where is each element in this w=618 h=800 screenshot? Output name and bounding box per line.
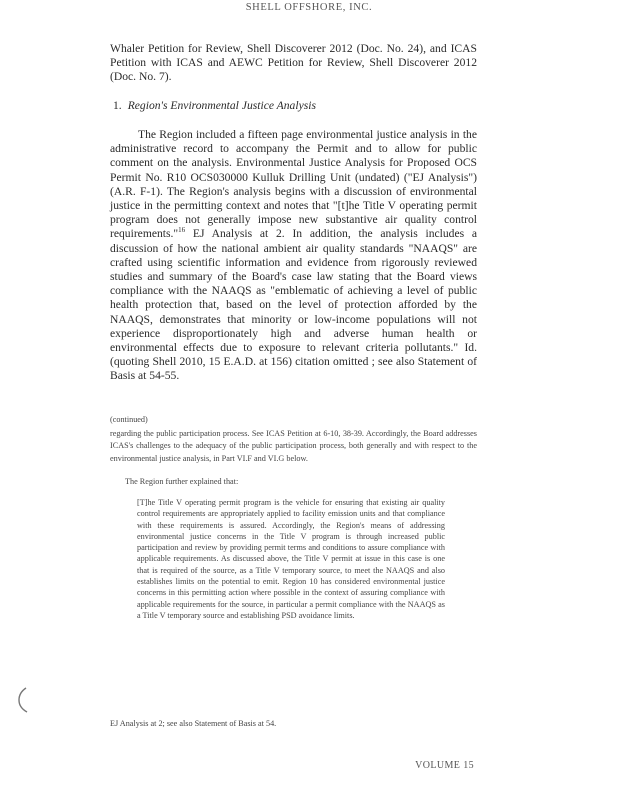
running-header: SHELL OFFSHORE, INC. [245,2,373,13]
body-text: The Region included a fifteen page environmental justice analysis in the administrative record to accompany the Permit and to allow for public comment on the analysis. Environmental Justice Analysis for Proposed OCS Permit No. R10 OCS030000 Kulluk Drilling Unit (undated) ("EJ Analysis") (A.R. F-1). The Region's analysis begins with a discussion of environmental justice in the permitting context and notes that "[t]he Title V operating permit program does not generally impose new substantive air quality control requirements." [110,128,477,241]
quote-citation: EJ Analysis at 2; see also Statement of Basis at 54. [110,719,277,728]
quote-lead-in: The Region further explained that: [125,477,239,486]
section-heading [113,99,473,112]
section-number: 1. [113,99,122,112]
scan-binding-mark-icon [13,686,31,714]
footnote-continued-label: (continued) [110,415,148,424]
footnote-reference: 16 [178,226,186,235]
intro-paragraph: Whaler Petition for Review, Shell Discoverer 2012 (Doc. No. 24), and ICAS Petition with ICAS and AEWC Petition for Review, Shell Discoverer 2012 (Doc. No. 7). [110,42,477,84]
body-paragraph [110,128,477,384]
footnote-text: regarding the public participation process. See ICAS Petition at 6-10, 38-39. Accordingly, the Board addresses ICAS's challenges to the adequacy of the public participation process, both generally and with respect to the environmental justice analysis, in Part VI.F and VI.G below. [110,429,477,463]
body-text-continued: EJ Analysis at 2. In addition, the analysis includes a discussion of how the national ambient air quality standards "NAAQS" are crafted using scientific information and evidence from rigorously reviewed studies and summary of the Board's case law stating that the Board views compliance with the NAAQS as "emblematic of achieving a level of public health protection that, based on the level of protection afforded by the NAAQS, demonstrates that minority or low-income populations will not experience disproportionately high and adverse human health or environmental effects due to exposure to relevant criteria pollutants." Id. (quoting Shell 2010, 15 E.A.D. at 156) citation omitted ; see also Statement of Basis at 54-55. [110,227,477,383]
volume-footer: VOLUME 15 [415,760,474,771]
block-quote: [T]he Title V operating permit program is the vehicle for ensuring that existing air quality control requirements are appropriately applied to facility emission units and that compliance with these requirements is assured. Accordingly, the Region's means of addressing environmental justice concerns in the Title V program is through increased public participation and review by providing permit terms and conditions to assure compliance with applicable requirements. As discussed above, the Title V permit at issue in this case is one that is required of the source, as a Title V temporary source, to meet the NAAQS and also establishes limits on the potential to emit. Region 10 has considered environmental justice concerns in this permitting action where possible in the context of assuring compliance with applicable requirements for the source, in particular a permit compliance with the NAAQS as a Title V temporary source and establishing PSD avoidance limits. [137,498,445,620]
section-title: Region's Environmental Justice Analysis [127,99,316,112]
